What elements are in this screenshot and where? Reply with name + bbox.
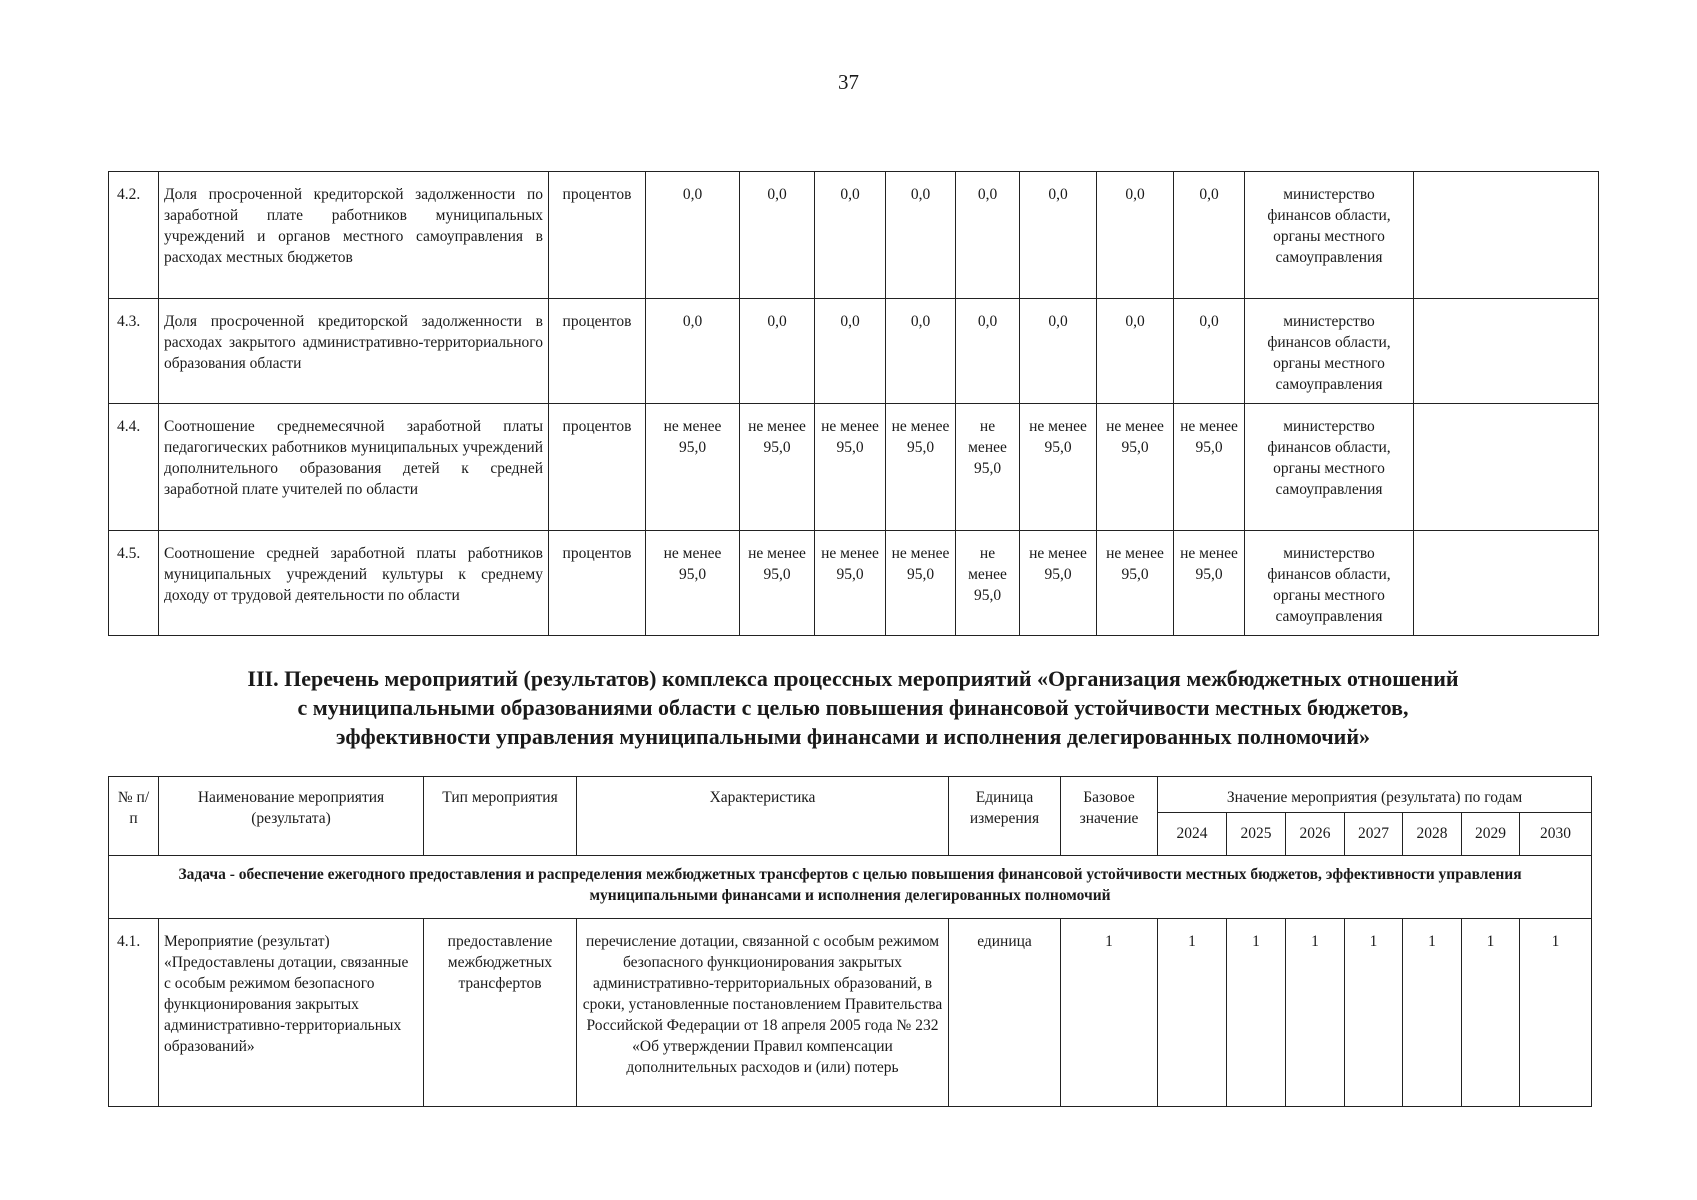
indicator-name: Доля просроченной кредиторской задолженности в расходах закрытого административно-территориального образования области	[159, 299, 549, 404]
indicator-row	[109, 172, 1599, 299]
indicator-responsible: министерство финансов области, органы местного самоуправления	[1245, 299, 1414, 404]
indicator-extra	[1414, 172, 1599, 299]
activity-num: 4.1.	[109, 919, 159, 1107]
header-year: 2025	[1227, 813, 1286, 856]
header-unit: Единица измерения	[949, 777, 1061, 856]
indicator-value: 0,0	[1097, 172, 1174, 299]
indicator-value: не менее 95,0	[956, 404, 1020, 531]
activity-year-value: 1	[1520, 919, 1592, 1107]
header-num: № п/п	[109, 777, 159, 856]
indicator-row	[109, 404, 1599, 531]
section-title	[108, 664, 1598, 751]
indicator-value: не менее 95,0	[740, 531, 815, 636]
indicator-name: Соотношение среднемесячной заработной платы педагогических работников муниципальных учреждений дополнительного образования детей к средней заработной плате учителей по области	[159, 404, 549, 531]
page-number: 37	[838, 70, 859, 94]
section-title-line-1: III. Перечень мероприятий (результатов) комплекса процессных мероприятий «Организация межбюджетных отношений	[247, 666, 1459, 691]
activity-characteristic: перечисление дотации, связанной с особым режимом безопасного функционирования закрытых административно-территориальных образований, в сроки, установленные постановлением Правительства Российской Федерации от 18 апреля 2005 года № 232 «Об утверждении Правил компенсации дополнительных расходов и (или) потерь	[577, 919, 949, 1107]
indicator-value: 0,0	[646, 299, 740, 404]
indicator-value: 0,0	[1020, 299, 1097, 404]
indicator-num: 4.5.	[109, 531, 159, 636]
indicator-row	[109, 299, 1599, 404]
indicator-value: 0,0	[1097, 299, 1174, 404]
section-title-line-3: эффективности управления муниципальными финансами и исполнения делегированных полномочий»	[335, 724, 1371, 749]
header-year: 2026	[1286, 813, 1345, 856]
indicators-table	[108, 171, 1599, 636]
header-year: 2028	[1403, 813, 1462, 856]
header-base: Базовое значение	[1061, 777, 1158, 856]
activity-year-value: 1	[1158, 919, 1227, 1107]
indicator-value: 0,0	[1174, 299, 1245, 404]
header-year: 2030	[1520, 813, 1592, 856]
indicator-unit: процентов	[549, 172, 646, 299]
activity-year-value: 1	[1403, 919, 1462, 1107]
indicator-extra	[1414, 299, 1599, 404]
indicator-value: 0,0	[646, 172, 740, 299]
indicator-unit: процентов	[549, 531, 646, 636]
indicator-value: 0,0	[1174, 172, 1245, 299]
indicator-name: Доля просроченной кредиторской задолженности по заработной плате работников муниципальных учреждений и органов местного самоуправления в расходах местных бюджетов	[159, 172, 549, 299]
activity-year-value: 1	[1227, 919, 1286, 1107]
activity-name: Мероприятие (результат) «Предоставлены дотации, связанные с особым режимом безопасного функционирования закрытых административно-территориальных образований»	[159, 919, 424, 1107]
indicator-value: не менее 95,0	[1020, 531, 1097, 636]
header-year: 2027	[1345, 813, 1403, 856]
indicator-value: 0,0	[886, 172, 956, 299]
activity-year-value: 1	[1286, 919, 1345, 1107]
indicator-value: не менее 95,0	[1097, 531, 1174, 636]
header-year: 2024	[1158, 813, 1227, 856]
indicator-responsible: министерство финансов области, органы местного самоуправления	[1245, 404, 1414, 531]
indicator-value: не менее 95,0	[646, 404, 740, 531]
activity-unit: единица	[949, 919, 1061, 1107]
section-title-line-2: с муниципальными образованиями области с целью повышения финансовой устойчивости местных бюджетов,	[297, 695, 1409, 720]
indicator-value: 0,0	[740, 299, 815, 404]
indicator-value: 0,0	[956, 172, 1020, 299]
indicator-row	[109, 531, 1599, 636]
indicator-value: не менее 95,0	[886, 531, 956, 636]
indicator-responsible: министерство финансов области, органы местного самоуправления	[1245, 172, 1414, 299]
activity-base: 1	[1061, 919, 1158, 1107]
indicator-name: Соотношение средней заработной платы работников муниципальных учреждений культуры к среднему доходу от трудовой деятельности по области	[159, 531, 549, 636]
indicator-value: не менее 95,0	[886, 404, 956, 531]
indicator-value: не менее 95,0	[1174, 531, 1245, 636]
indicator-value: не менее 95,0	[815, 531, 886, 636]
indicator-value: 0,0	[815, 172, 886, 299]
activity-year-value: 1	[1462, 919, 1520, 1107]
activity-type: предоставление межбюджетных трансфертов	[424, 919, 577, 1107]
indicator-value: не менее 95,0	[646, 531, 740, 636]
indicator-value: 0,0	[815, 299, 886, 404]
indicator-responsible: министерство финансов области, органы местного самоуправления	[1245, 531, 1414, 636]
indicator-unit: процентов	[549, 299, 646, 404]
indicator-num: 4.2.	[109, 172, 159, 299]
indicator-num: 4.4.	[109, 404, 159, 531]
indicator-extra	[1414, 404, 1599, 531]
header-name: Наименование мероприятия (результата)	[159, 777, 424, 856]
activities-table	[108, 776, 1592, 1107]
indicator-value: 0,0	[740, 172, 815, 299]
indicator-value: 0,0	[1020, 172, 1097, 299]
header-year: 2029	[1462, 813, 1520, 856]
indicator-extra	[1414, 531, 1599, 636]
indicator-value: не менее 95,0	[956, 531, 1020, 636]
indicator-unit: процентов	[549, 404, 646, 531]
indicator-value: не менее 95,0	[1020, 404, 1097, 531]
indicator-value: не менее 95,0	[815, 404, 886, 531]
indicator-value: не менее 95,0	[740, 404, 815, 531]
task-row: Задача - обеспечение ежегодного предоставления и распределения межбюджетных трансфертов с целью повышения финансовой устойчивости местных бюджетов, эффективности управления муниципальными финансами и исполнения делегированных полномочий	[109, 856, 1592, 919]
indicator-value: не менее 95,0	[1174, 404, 1245, 531]
indicator-value: 0,0	[886, 299, 956, 404]
header-type: Тип мероприятия	[424, 777, 577, 856]
indicator-value: не менее 95,0	[1097, 404, 1174, 531]
indicator-num: 4.3.	[109, 299, 159, 404]
indicator-value: 0,0	[956, 299, 1020, 404]
header-years-group: Значение мероприятия (результата) по годам	[1158, 777, 1592, 813]
activity-year-value: 1	[1345, 919, 1403, 1107]
header-characteristic: Характеристика	[577, 777, 949, 856]
